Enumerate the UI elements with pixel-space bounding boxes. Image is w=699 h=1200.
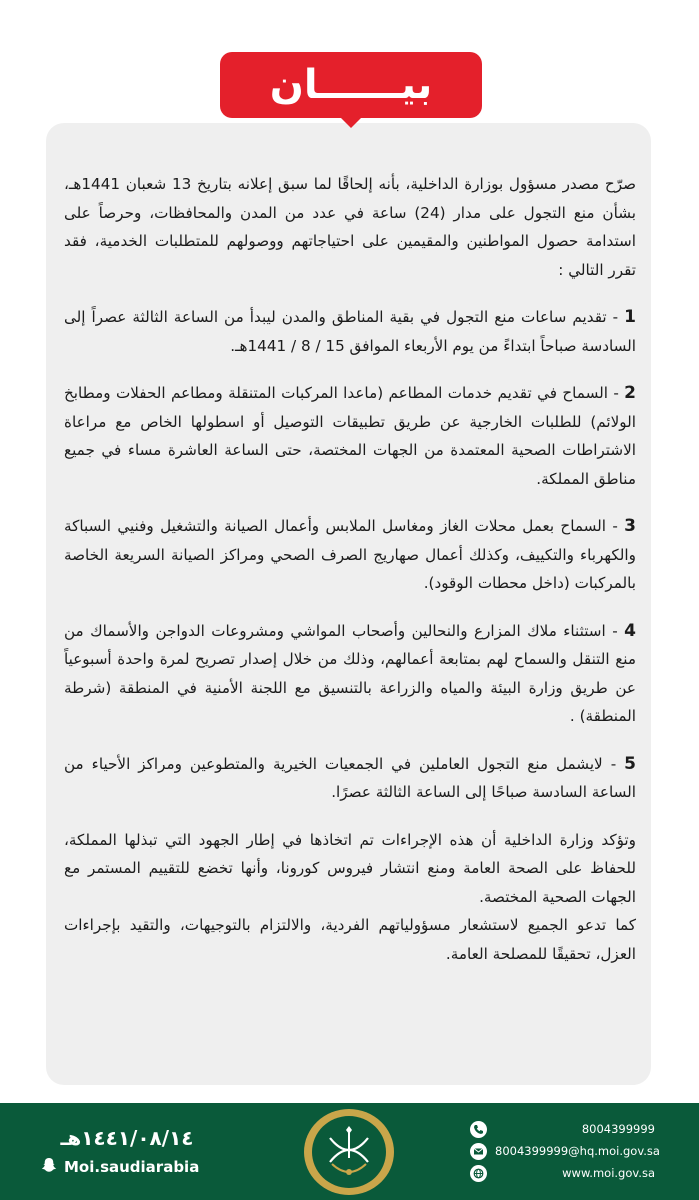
phone-icon <box>470 1121 487 1138</box>
item-number: 1 <box>624 307 637 327</box>
globe-icon <box>470 1165 487 1182</box>
statement-title-banner <box>220 52 482 118</box>
website-url: www.moi.gov.sa <box>562 1166 655 1180</box>
statement-closing-2: كما تدعو الجميع لاستشعار مسؤولياتهم الفردية، والالتزام بالتوجيهات، والتقيد بإجراءات العزل، تحقيقًا للمصلحة العامة. <box>64 916 636 963</box>
statement-item-5 <box>64 750 636 807</box>
statement-item-4 <box>64 617 636 731</box>
item-number: 2 <box>624 383 636 403</box>
statement-closing-1: وتؤكد وزارة الداخلية أن هذه الإجراءات تم اتخاذها في إطار الجهود التي تبذلها المملكة، للحفاظ على الصحة العامة ومنع انتشار فيروس كورونا، وأنها تخضع للتقييم المستمر مع الجهات الصحية المختصة. <box>64 830 636 906</box>
item-text: - تقديم ساعات منع التجول في بقية المناطق والمدن ليبدأ من الساعة الثالثة عصراً إلى السادسة صباحاً ابتداءً من يوم الأربعاء الموافق 15 / 8 / 1441هـ. <box>64 308 636 355</box>
item-text: - استثناء ملاك المزارع والنحالين وأصحاب المواشي ومشروعات الدواجن والأسماك من منع التنقل والسماح لهم بمتابعة أعمالهم، وذلك من خلال إصدار تصريح لمرة واحدة أسبوعياً عن طريق وزارة البيئة والمياه والزراعة بالتنسيق مع اللجنة الأمنية في المنطقة (شرطة المنطقة) . <box>64 621 636 725</box>
item-text: - السماح بعمل محلات الغاز ومغاسل الملابس وأعمال الصيانة والتشغيل وفنيي السباكة والكهرباء والتكييف، وكذلك أعمال صهاريج الصرف الصحي ومراكز الصيانة السريعة الخاصة بالمركبات (داخل محطات الوقود). <box>64 517 636 592</box>
footer-date: ١٤٤١/٠٨/١٤هـ <box>60 1126 194 1150</box>
snapchat-handle: Moi.saudiarabia <box>64 1158 200 1176</box>
website-contact-row[interactable] <box>470 1163 655 1183</box>
item-number: 5 <box>624 753 637 774</box>
snapchat-handle-row[interactable] <box>40 1156 199 1178</box>
emblem-icon <box>312 1116 386 1188</box>
phone-contact-row[interactable] <box>470 1119 655 1139</box>
statement-item-3 <box>64 512 636 598</box>
snapchat-icon <box>40 1156 58 1178</box>
statement-title: بيــــــان <box>269 62 433 108</box>
statement-body <box>64 170 636 987</box>
statement-item-2 <box>64 379 636 493</box>
item-number: 4 <box>624 620 637 641</box>
email-address: 8004399999@hq.moi.gov.sa <box>495 1144 660 1158</box>
item-text: - لايشمل منع التجول العاملين في الجمعيات الخيرية والمتطوعين ومراكز الأحياء من الساعة السادسة صباحًا إلى الساعة الثالثة عصرًا. <box>64 754 636 801</box>
item-number: 3 <box>624 516 636 536</box>
statement-item-1 <box>64 303 636 360</box>
email-icon <box>470 1143 487 1160</box>
phone-number: 8004399999 <box>581 1122 655 1136</box>
statement-intro: صرّح مصدر مسؤول بوزارة الداخلية، بأنه إلحاقًا لما سبق إعلانه بتاريخ 13 شعبان 1441هـ، بشأن منع التجول على مدار (24) ساعة في عدد من المدن والمحافظات، وحرصاً على استدامة حصول المواطنين والمقيمين على احتياجاتهم ووصولهم للمتطلبات الخدمية، فقد تقرر التالي : <box>64 175 637 279</box>
email-contact-row[interactable] <box>470 1141 660 1161</box>
banner-pointer <box>337 114 365 128</box>
item-text: - السماح في تقديم خدمات المطاعم (ماعدا المركبات المتنقلة ومطاعم الحفلات ومطابخ الولائم) للطلبات الخارجية عن طريق تطبيقات التوصيل أو اسطولها الخاص مع مراعاة الاشتراطات الصحية المعتمدة من الجهات المختصة، حتى الساعة العاشرة مساء في جميع مناطق المملكة. <box>64 384 636 488</box>
